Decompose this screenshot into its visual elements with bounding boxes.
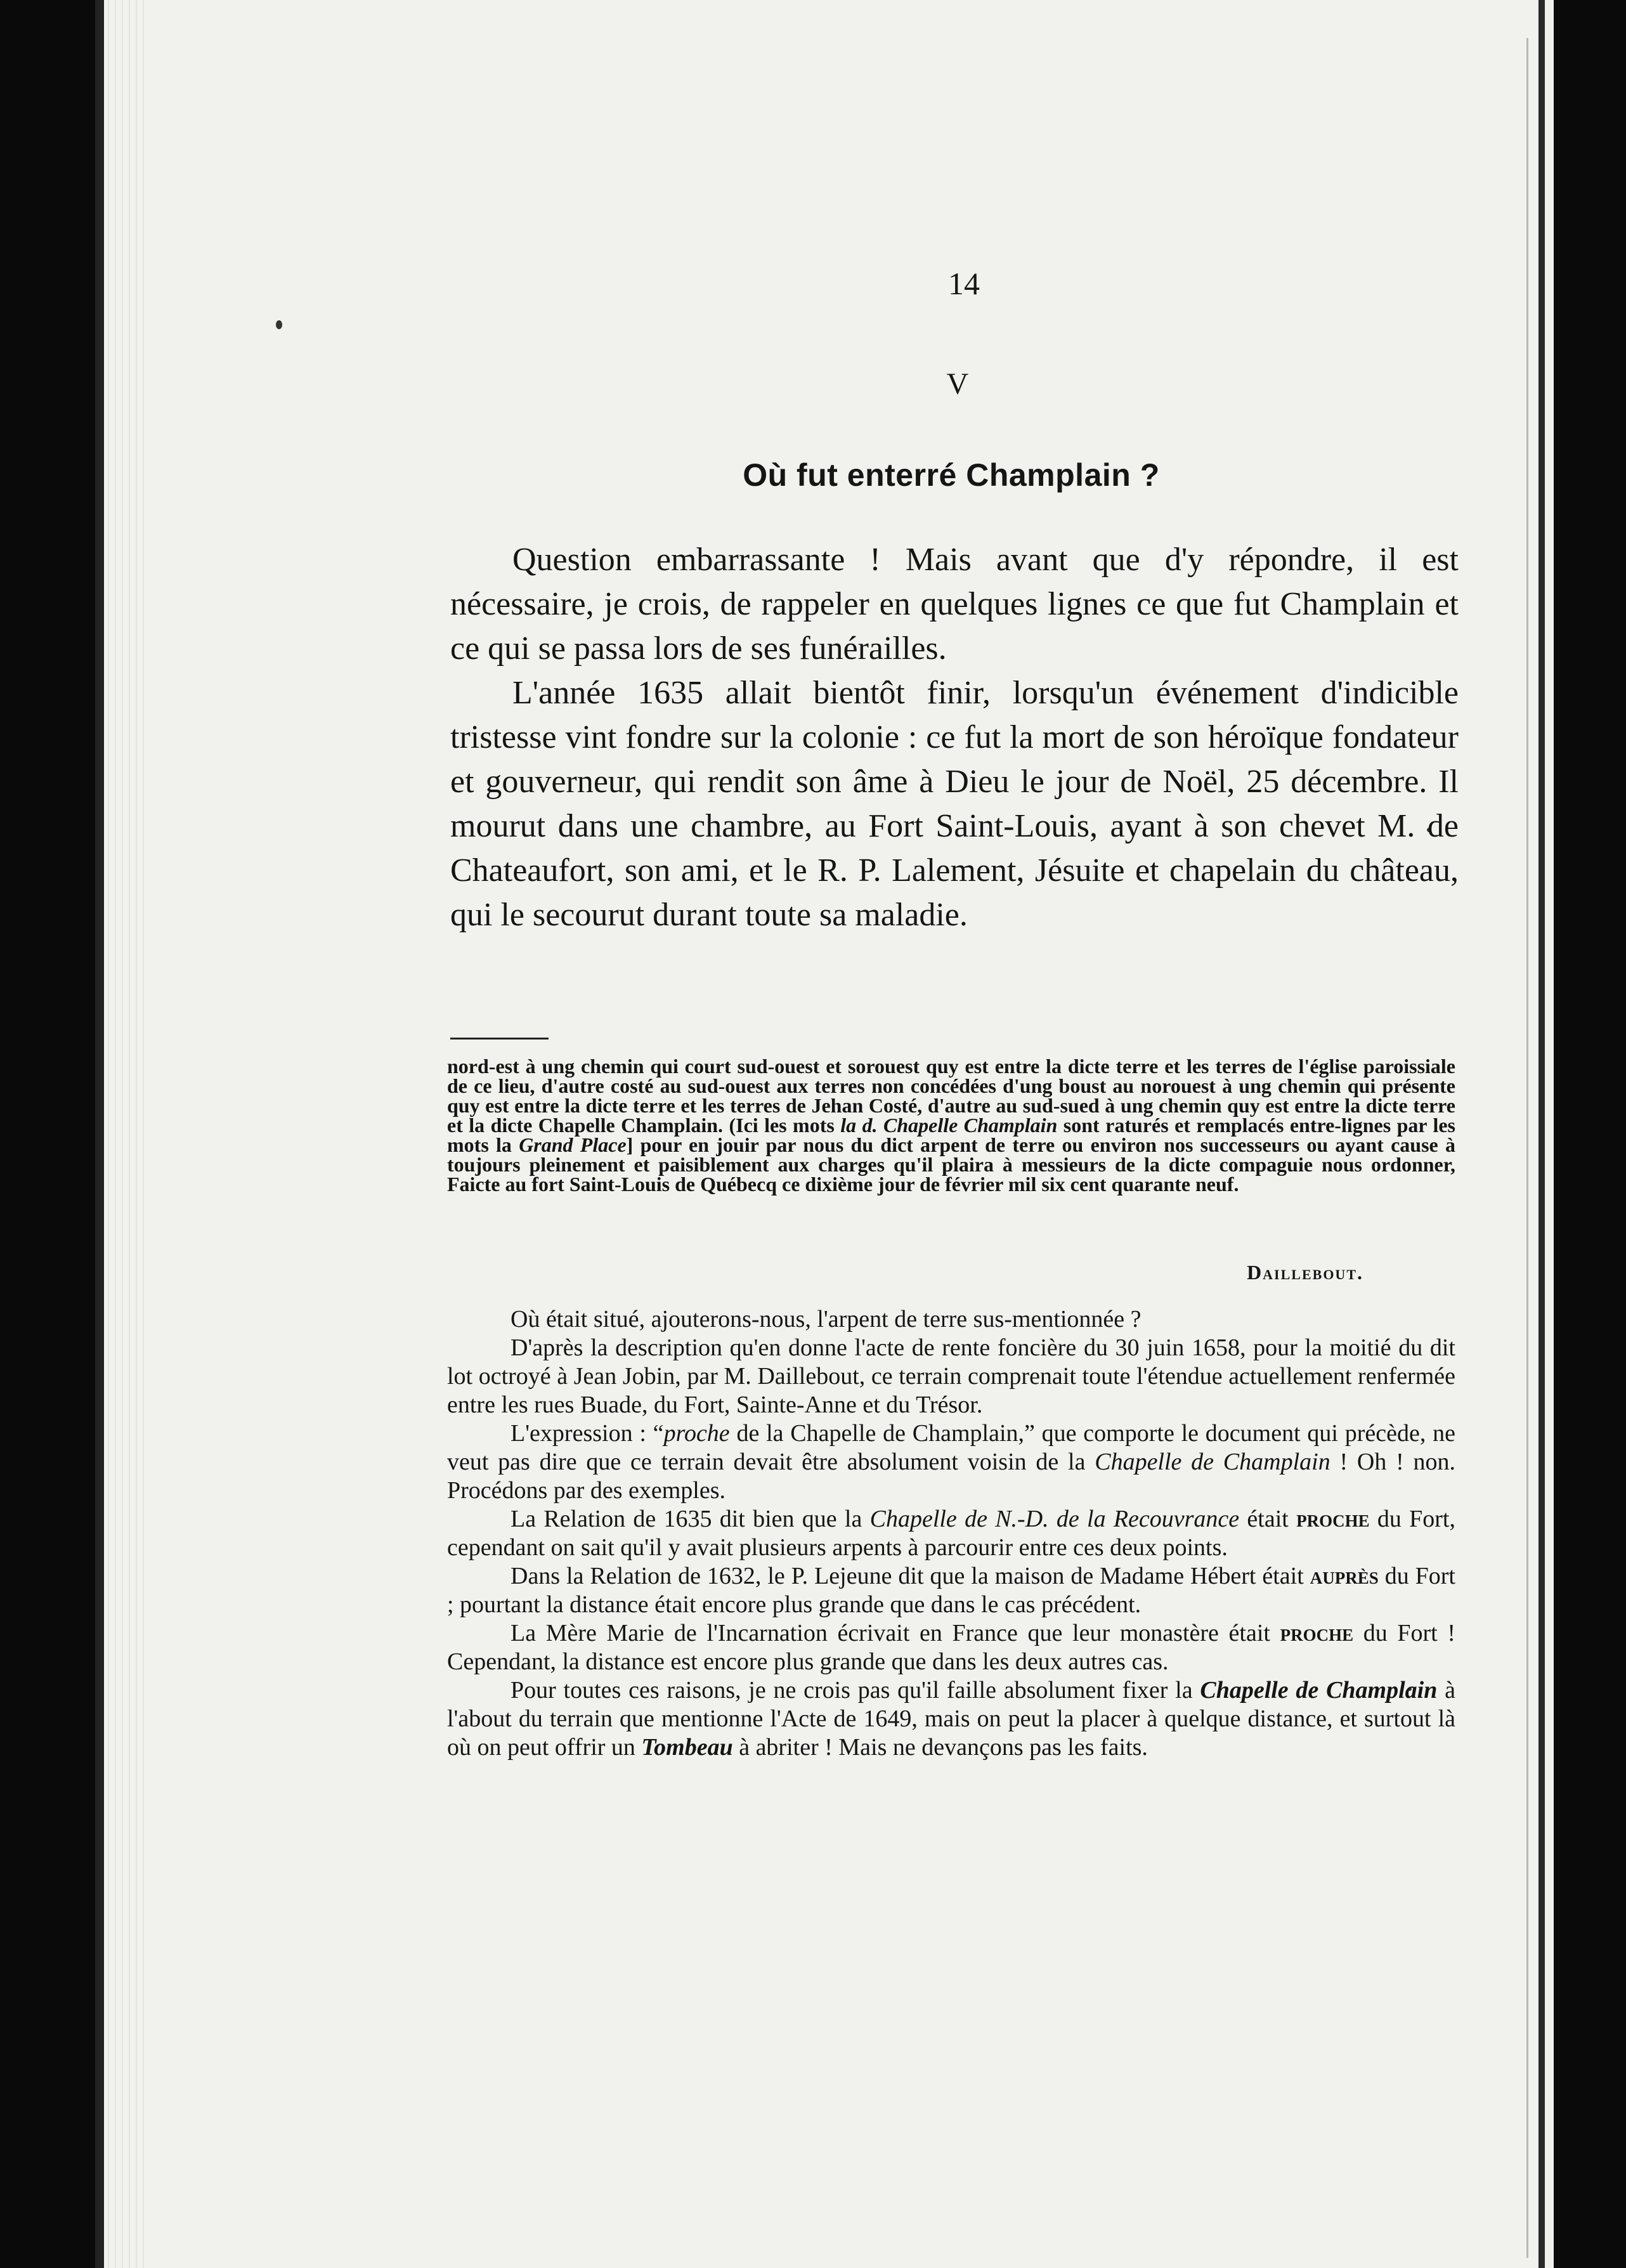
ink-speck — [276, 320, 282, 329]
footnote-rule — [450, 1038, 549, 1040]
text-run: à abriter ! Mais ne devançons pas les faits. — [732, 1734, 1148, 1761]
gutter-line — [1526, 38, 1528, 2258]
page-edge-left — [95, 0, 104, 2268]
chapter-number: V — [946, 367, 969, 401]
paragraph — [447, 1676, 1455, 1762]
chapter-title: Où fut enterré Champlain ? — [743, 457, 1160, 493]
text-run: La Relation de 1635 dit bien que la — [511, 1506, 870, 1532]
main-text — [450, 538, 1459, 937]
body-text — [447, 1305, 1455, 1762]
italic-run: Chapelle de Champlain — [1095, 1449, 1330, 1475]
footnote-italic: Grand Place — [519, 1133, 627, 1156]
smallcaps-run: proche — [1280, 1620, 1354, 1646]
text-run: du Fort, cependant on sait qu'il y avait plusieurs arpents à parcourir entre ces deux points. — [447, 1506, 1455, 1561]
paragraph: L'année 1635 allait bientôt finir, lorsqu'un événement d'indicible tristesse vint fondre sur la colonie : ce fut la mort de son héroïque fondateur et gouverneur, qui rendit son âme à Dieu le jour de Noël, 25 décembre. Il mourut dans une chambre, au Fort Saint-Louis, ayant à son chevet M. de Chateaufort, son ami, et le R. P. Lalement, Jésuite et chapelain du château, qui le secourut durant toute sa maladie. — [450, 675, 1459, 933]
paragraph — [447, 1562, 1455, 1619]
italic-run: proche — [663, 1420, 730, 1447]
text-run: de la Chapelle de Champlain,” que comporte le document qui précède, ne veut pas dire que ce terrain devait être absolument voisin de la — [447, 1420, 1455, 1475]
page-stack-edges — [108, 0, 146, 2268]
smallcaps-run: auprès — [1310, 1563, 1379, 1589]
smallcaps-run: proche — [1296, 1506, 1370, 1532]
paragraph: Où était situé, ajouterons-nous, l'arpent de terre sus-mentionnée ? — [511, 1306, 1141, 1333]
text-run: était — [1239, 1506, 1297, 1532]
italic-run: Chapelle de Champlain — [1200, 1677, 1438, 1704]
italic-run: Tombeau — [641, 1734, 733, 1761]
page-number: 14 — [948, 266, 980, 301]
paragraph — [447, 1505, 1455, 1562]
footnote-text: ] pour en jouir par nous du dict arpent de terre ou environ nos successeurs ou ayant cause à toujours pleinement et paisiblement aux charges qu'il plaira à messieurs de la dicte compaguie nous ordonner, Faicte au fort Saint-Louis de Québecq ce dixième jour de février mil six cent quarante neuf. — [447, 1133, 1456, 1196]
text-run: Pour toutes ces raisons, je ne crois pas qu'il faille absolument fixer la — [511, 1677, 1200, 1704]
text-run: du Fort ; pourtant la distance était encore plus grande que dans le cas précédent. — [447, 1563, 1455, 1618]
paragraph — [447, 1419, 1455, 1505]
text-run: Dans la Relation de 1632, le P. Lejeune dit que la maison de Madame Hébert était — [511, 1563, 1310, 1589]
footnote — [447, 1057, 1455, 1194]
text-run: L'expression : “ — [511, 1420, 664, 1447]
book-spine-edge — [1538, 0, 1545, 2268]
paragraph: Question embarrassante ! Mais avant que d'y répondre, il est nécessaire, je crois, de rappeler en quelques lignes ce que fut Champlain et ce qui se passa lors de ses funérailles. — [450, 542, 1459, 667]
footnote-text: sont raturés et remplacés entre-lignes par les mots la — [447, 1114, 1456, 1156]
text-run: La Mère Marie de l'Incarnation écrivait en France que leur monastère était — [511, 1620, 1280, 1646]
text-run: ! Oh ! non. Procédons par des exemples. — [447, 1449, 1455, 1504]
footnote-text: nord-est à ung chemin qui court sud-ouest et sorouest quy est entre la dicte terre et les terres de l'église paroissiale de ce lieu, d'autre costé au sud-ouest aux terres non concédées d'ung boust au norouest à ung chemin qui présente quy est entre la dicte terre et les terres de Jehan Costé, d'autre au sud-sued à ung chemin quy est entre la dicte terre et la dicte Chapelle Champlain. (Ici les mots — [447, 1055, 1455, 1137]
footnote-italic: la d. Chapelle Champlain — [840, 1114, 1058, 1137]
book-page — [95, 0, 1554, 2268]
paragraph — [447, 1619, 1455, 1676]
text-run: du Fort ! Cependant, la distance est encore plus grande que dans les deux autres cas. — [447, 1620, 1455, 1675]
paragraph: D'après la description qu'en donne l'acte de rente foncière du 30 juin 1658, pour la moitié du dit lot octroyé à Jean Jobin, par M. Daillebout, ce terrain comprenait toute l'étendue actuellement renfermée entre les rues Buade, du Fort, Sainte-Anne et du Trésor. — [447, 1334, 1455, 1418]
text-run: à l'about du terrain que mentionne l'Acte de 1649, mais on peut la placer à quelque distance, et surtout là où on peut offrir un — [447, 1677, 1455, 1761]
italic-run: Chapelle de N.-D. de la Recouvrance — [869, 1506, 1240, 1532]
footnote-signature: Daillebout. — [1247, 1261, 1363, 1284]
